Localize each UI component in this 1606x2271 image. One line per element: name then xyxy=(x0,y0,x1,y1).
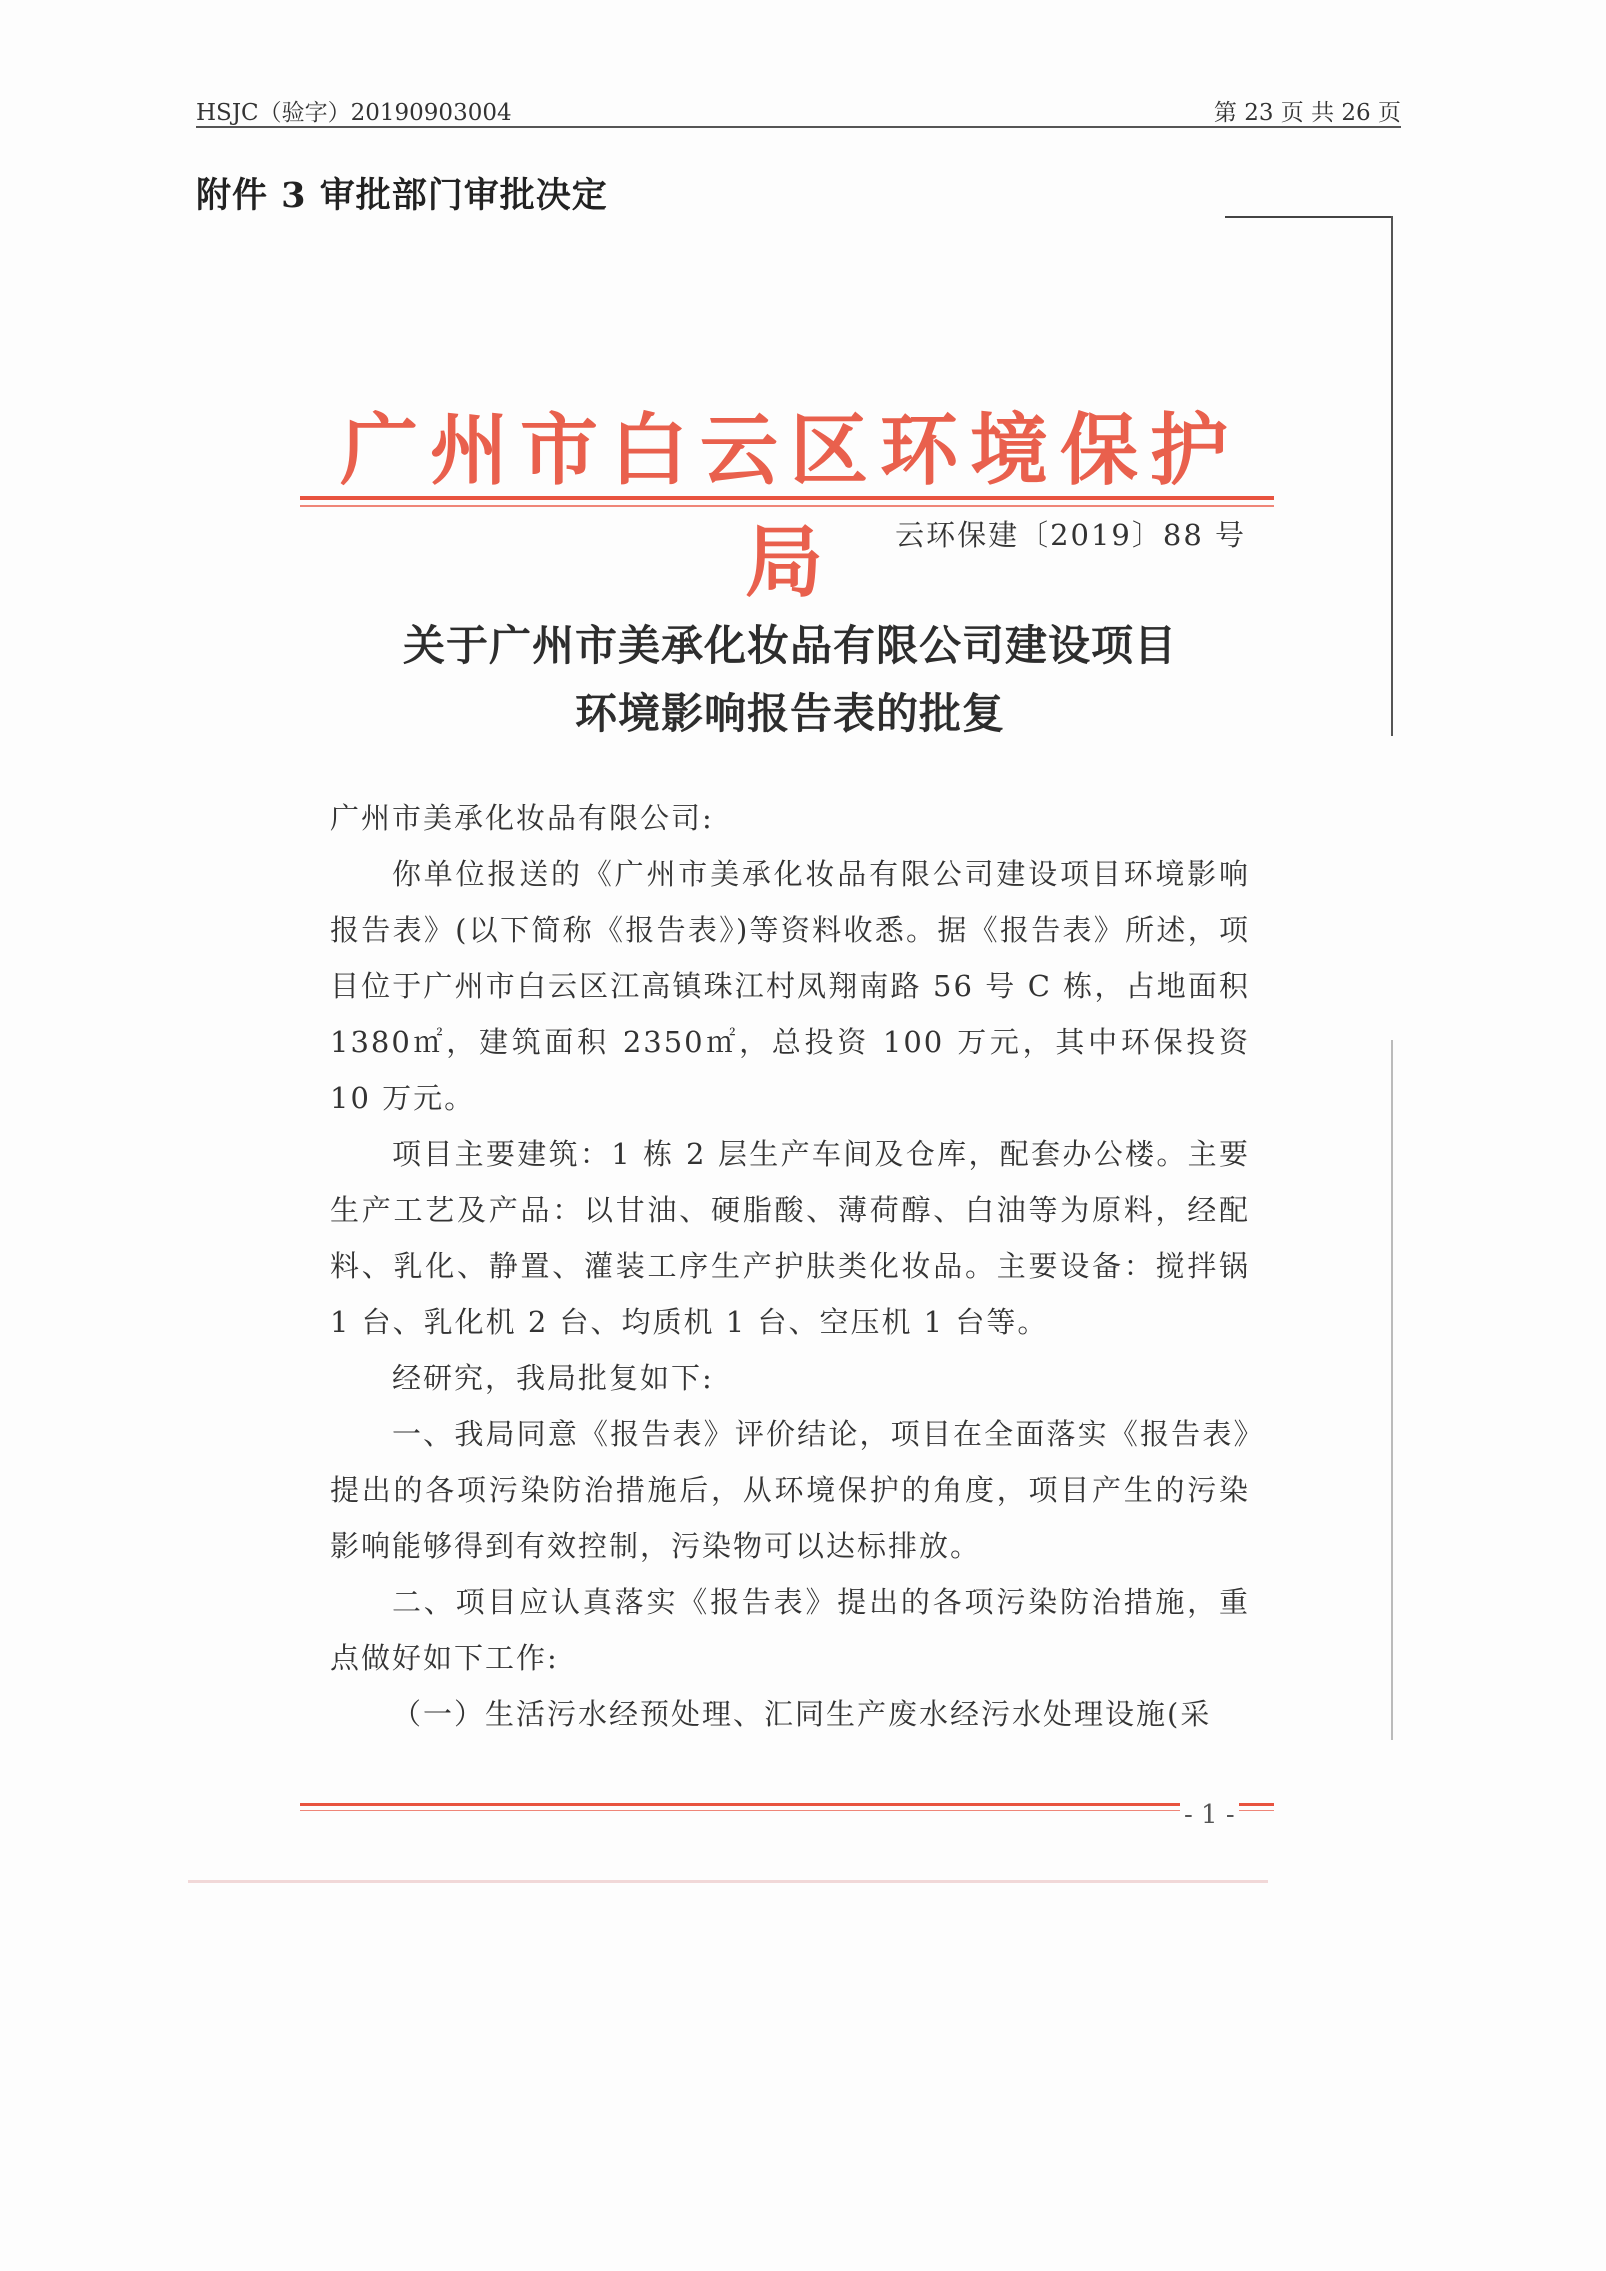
footer-divider-thin xyxy=(300,1810,1274,1811)
document-body xyxy=(330,790,1250,1742)
scan-frame-top xyxy=(1225,216,1393,218)
document-number: 云环保建〔2019〕88 号 xyxy=(895,518,1246,552)
paragraph: 项目主要建筑：1 栋 2 层生产车间及仓库，配套办公楼。主要生产工艺及产品：以甘油、硬脂酸、薄荷醇、白油等为原料，经配料、乳化、静置、灌装工序生产护肤类化妆品。主要设备：搅拌锅 1 台、乳化机 2 台、均质机 1 台、空压机 1 台等。 xyxy=(330,1137,1250,1339)
report-number: HSJC（验字）20190903004 xyxy=(196,100,512,126)
title-line-1: 关于广州市美承化妆品有限公司建设项目 xyxy=(402,621,1177,670)
paragraph: 你单位报送的《广州市美承化妆品有限公司建设项目环境影响报告表》(以下简称《报告表》)等资料收悉。据《报告表》所述，项目位于广州市白云区江高镇珠江村凤翔南路 56 号 C 栋，占地面积 1380㎡，建筑面积 2350㎡，总投资 100 万元，其中环保投资 10 万元。 xyxy=(330,857,1250,1115)
page-info: 第 23 页 共 26 页 xyxy=(1213,100,1401,126)
letterhead-divider-thin xyxy=(300,505,1274,507)
footer-divider xyxy=(300,1803,1274,1806)
page-number: - 1 - xyxy=(1180,1800,1239,1830)
scan-frame-right-lower xyxy=(1391,1040,1393,1740)
addressee: 广州市美承化妆品有限公司: xyxy=(330,801,714,835)
title-line-2: 环境影响报告表的批复 xyxy=(574,689,1005,738)
scan-frame-right xyxy=(1391,216,1393,736)
paragraph: 一、我局同意《报告表》评价结论，项目在全面落实《报告表》提出的各项污染防治措施后，从环境保护的角度，项目产生的污染影响能够得到有效控制，污染物可以达标排放。 xyxy=(330,1417,1250,1563)
scan-artifact-line xyxy=(188,1880,1268,1883)
paragraph: 二、项目应认真落实《报告表》提出的各项污染防治措施，重点做好如下工作: xyxy=(330,1585,1250,1675)
paragraph: 经研究，我局批复如下: xyxy=(392,1361,714,1395)
page-header xyxy=(196,92,1401,128)
attachment-heading: 附件 3 审批部门审批决定 xyxy=(196,175,608,216)
document-title xyxy=(300,612,1280,748)
letterhead-divider xyxy=(300,496,1274,500)
letterhead-organization: 广州市白云区环境保护局 xyxy=(339,405,1240,608)
paragraph: （一）生活污水经预处理、汇同生产废水经污水处理设施(采 xyxy=(392,1697,1212,1731)
